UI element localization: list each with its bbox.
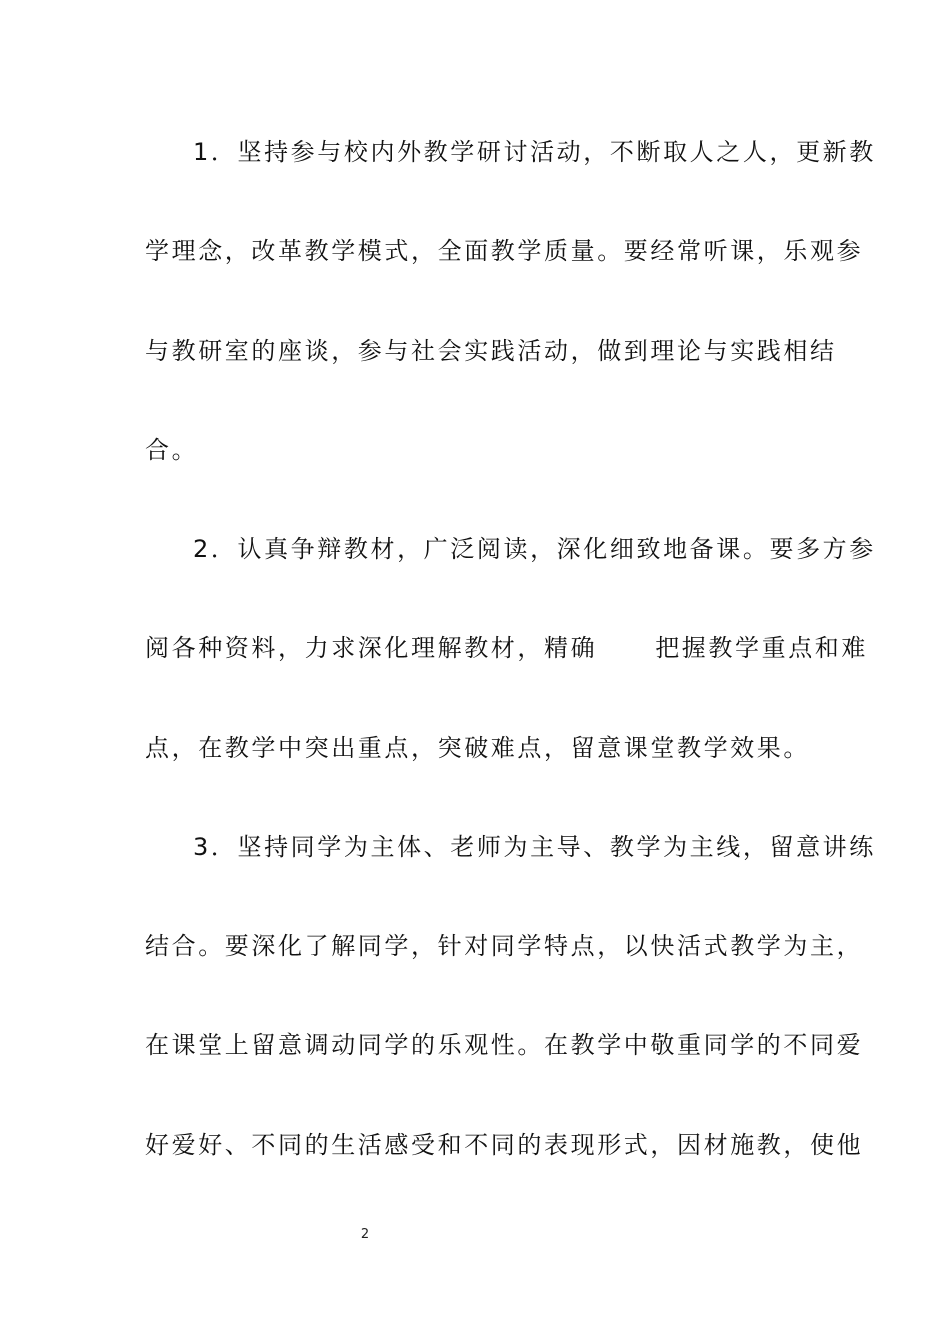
paragraph-2-line-2-part-2: 把握教学重点和难 [655,634,869,662]
paragraph-3-line-3: 在课堂上留意调动同学的乐观性。在教学中敬重同学的不同爱 [145,1031,864,1059]
paragraph-2-line-2 [145,632,869,664]
paragraph-3-line-1: 3．坚持同学为主体、老师为主导、教学为主线，留意讲练 [193,833,876,861]
paragraph-1-line-1: 1．坚持参与校内外教学研讨活动，不断取人之人，更新教 [193,138,876,166]
paragraph-1-line-4: 合。 [145,436,199,464]
paragraph-3-line-2: 结合。要深化了解同学，针对同学特点，以快活式教学为主， [145,932,864,960]
paragraph-2-line-1: 2．认真争辩教材，广泛阅读，深化细致地备课。要多方参 [193,535,876,563]
paragraph-2-line-2-part-1: 阅各种资料，力求深化理解教材，精确 [145,634,598,662]
paragraph-1-line-2: 学理念，改革教学模式，全面教学质量。要经常听课，乐观参 [145,237,864,265]
paragraph-3-line-4: 好爱好、不同的生活感受和不同的表现形式，因材施教，使他 [145,1131,864,1159]
paragraph-2-line-3: 点，在教学中突出重点，突破难点，留意课堂教学效果。 [145,734,810,762]
page-number: 2 [360,1227,370,1242]
paragraph-1-line-3: 与教研室的座谈，参与社会实践活动，做到理论与实践相结 [145,337,837,365]
